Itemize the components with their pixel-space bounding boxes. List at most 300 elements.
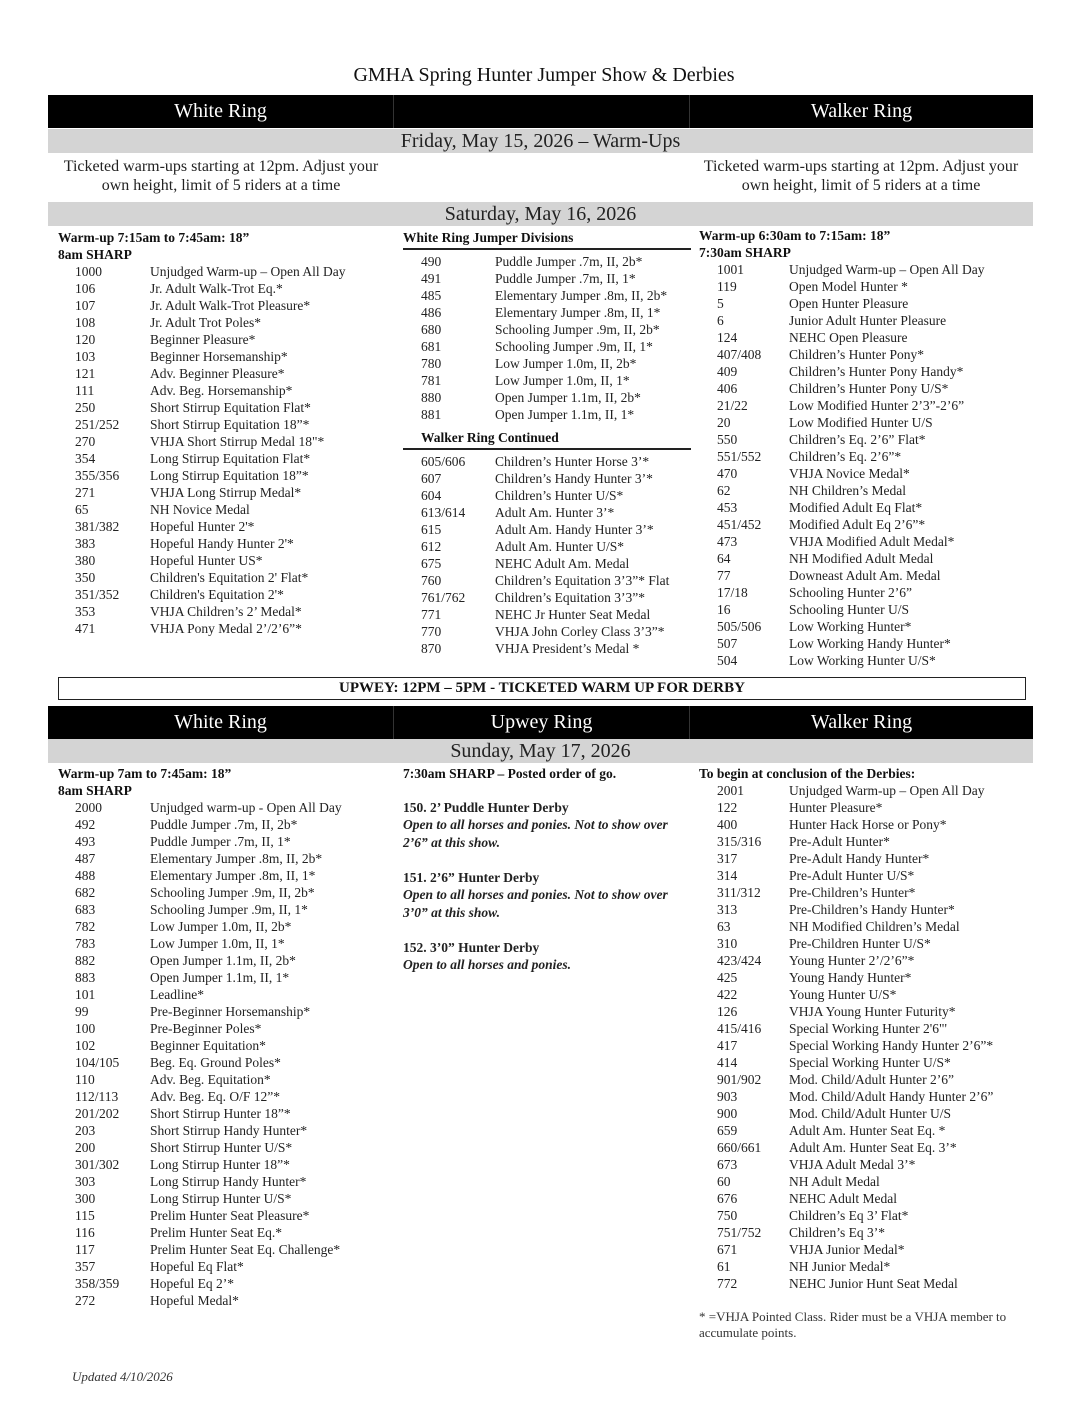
sunday-ring-header: [48, 706, 1033, 739]
class-row: [403, 606, 691, 623]
class-row: [58, 603, 388, 620]
updated-date: Updated 4/10/2026: [72, 1369, 173, 1384]
class-name: Low Jumper 1.0m, II, 1*: [150, 936, 285, 951]
class-row: [403, 321, 691, 338]
class-row: [699, 550, 1035, 567]
derby-item: [403, 799, 691, 852]
friday-ring-header: [48, 95, 1033, 128]
class-row: [58, 1003, 388, 1020]
class-number: 65: [75, 502, 89, 517]
class-number: 772: [717, 1276, 738, 1291]
class-row: [58, 850, 388, 867]
class-row: [58, 620, 388, 637]
class-row: [58, 501, 388, 518]
class-number: 383: [75, 536, 96, 551]
class-number: 407/408: [717, 347, 762, 362]
class-name: Unjudged warm-up - Open All Day: [150, 800, 342, 815]
class-number: 551/552: [717, 449, 762, 464]
class-name: Long Stirrup Handy Hunter*: [150, 1174, 307, 1189]
class-name: Beginner Pleasure*: [150, 332, 256, 347]
class-number: 488: [75, 868, 96, 883]
class-row: [699, 816, 1035, 833]
class-row: [58, 1156, 388, 1173]
class-row: [699, 516, 1035, 533]
class-row: [403, 355, 691, 372]
class-row: [58, 1122, 388, 1139]
class-name: NEHC Jr Hunter Seat Medal: [495, 607, 651, 622]
class-name: VHJA Long Stirrup Medal*: [150, 485, 302, 500]
class-name: VHJA John Corley Class 3’3”*: [495, 624, 665, 639]
class-name: Short Stirrup Equitation 18”*: [150, 417, 310, 432]
class-row: [58, 467, 388, 484]
class-row: [699, 1275, 1035, 1292]
class-name: Adult Am. Hunter Seat Eq. *: [789, 1123, 946, 1138]
class-row: [699, 635, 1035, 652]
class-name: Pre-Beginner Poles*: [150, 1021, 262, 1036]
class-row: [699, 867, 1035, 884]
class-number: 760: [421, 573, 442, 588]
class-number: 310: [717, 936, 738, 951]
class-number: 409: [717, 364, 738, 379]
class-name: Open Hunter Pleasure: [789, 296, 909, 311]
class-name: Low Modified Hunter U/S: [789, 415, 933, 430]
class-number: 20: [717, 415, 731, 430]
class-name: Young Handy Hunter*: [789, 970, 912, 985]
sunday-walker-ring-column: [699, 765, 1035, 1292]
class-number: 612: [421, 539, 442, 554]
class-number: 415/416: [717, 1021, 762, 1036]
class-row: [58, 1190, 388, 1207]
class-name: Open Jumper 1.1m, II, 1*: [495, 407, 635, 422]
class-row: [699, 986, 1035, 1003]
class-number: 101: [75, 987, 96, 1002]
class-name: Young Hunter U/S*: [789, 987, 897, 1002]
friday-walker-note: Ticketed warm-ups starting at 12pm. Adjust your own height, limit of 5 riders at a time: [703, 158, 1019, 194]
class-name: Open Jumper 1.1m, II, 1*: [150, 970, 290, 985]
class-row: [58, 399, 388, 416]
saturday-middle-column: [403, 229, 691, 657]
class-number: 486: [421, 305, 442, 320]
class-number: 604: [421, 488, 442, 503]
class-row: [403, 253, 691, 270]
class-row: [699, 1020, 1035, 1037]
class-row: [699, 935, 1035, 952]
class-name: NH Novice Medal: [150, 502, 250, 517]
class-name: VHJA Pony Medal 2’/2’6”*: [150, 621, 302, 636]
class-row: [58, 1241, 388, 1258]
class-number: 880: [421, 390, 442, 405]
saturday-walker-class-list: [699, 261, 1035, 669]
class-number: 473: [717, 534, 738, 549]
class-name: VHJA Young Hunter Futurity*: [789, 1004, 956, 1019]
class-number: 783: [75, 936, 96, 951]
class-number: 660/661: [717, 1140, 762, 1155]
class-number: 126: [717, 1004, 738, 1019]
class-number: 504: [717, 653, 738, 668]
class-row: [403, 555, 691, 572]
class-name: Beginner Equitation*: [150, 1038, 266, 1053]
saturday-white-warmup: Warm-up 7:15am to 7:45am: 18”: [58, 230, 250, 245]
class-row: [699, 1139, 1035, 1156]
derby-description: Open to all horses and ponies. Not to show over 3’0” at this show.: [403, 887, 668, 920]
saturday-date-bar: Saturday, May 16, 2026: [48, 202, 1033, 226]
class-row: [699, 295, 1035, 312]
ring-header-walker: Walker Ring: [810, 100, 913, 122]
class-number: 315/316: [717, 834, 762, 849]
class-name: Schooling Jumper .9m, II, 2b*: [150, 885, 315, 900]
class-row: [58, 1292, 388, 1309]
class-number: 671: [717, 1242, 738, 1257]
class-row: [58, 799, 388, 816]
class-number: 311/312: [717, 885, 761, 900]
class-number: 357: [75, 1259, 96, 1274]
class-row: [699, 601, 1035, 618]
class-row: [58, 1054, 388, 1071]
class-name: VHJA Adult Medal 3’*: [789, 1157, 916, 1172]
class-row: [58, 586, 388, 603]
class-number: 60: [717, 1174, 731, 1189]
class-number: 117: [75, 1242, 95, 1257]
class-row: [403, 406, 691, 423]
class-name: Children’s Eq 3’ Flat*: [789, 1208, 909, 1223]
class-number: 400: [717, 817, 738, 832]
class-number: 300: [75, 1191, 96, 1206]
class-name: Pre-Adult Handy Hunter*: [789, 851, 930, 866]
class-row: [58, 1088, 388, 1105]
class-name: Hopeful Eq Flat*: [150, 1259, 244, 1274]
ring-header-walker: Walker Ring: [810, 711, 913, 733]
class-number: 317: [717, 851, 738, 866]
class-number: 16: [717, 602, 731, 617]
class-name: Pre-Children Hunter U/S*: [789, 936, 931, 951]
class-name: Open Model Hunter *: [789, 279, 908, 294]
class-row: [403, 287, 691, 304]
class-name: Schooling Jumper .9m, II, 1*: [495, 339, 653, 354]
class-row: [403, 304, 691, 321]
class-number: 115: [75, 1208, 95, 1223]
class-row: [699, 261, 1035, 278]
class-number: 272: [75, 1293, 96, 1308]
class-row: [699, 901, 1035, 918]
class-name: Long Stirrup Equitation Flat*: [150, 451, 311, 466]
class-number: 63: [717, 919, 731, 934]
class-number: 103: [75, 349, 96, 364]
class-row: [58, 433, 388, 450]
class-name: VHJA Short Stirrup Medal 18"*: [150, 434, 325, 449]
class-name: Beg. Eq. Ground Poles*: [150, 1055, 281, 1070]
class-name: Elementary Jumper .8m, II, 1*: [150, 868, 316, 883]
class-number: 355/356: [75, 468, 120, 483]
class-number: 353: [75, 604, 96, 619]
class-row: [403, 538, 691, 555]
class-number: 111: [75, 383, 95, 398]
class-name: Adult Am. Hunter U/S*: [495, 539, 625, 554]
class-name: Children’s Eq. 2’6”*: [789, 449, 902, 464]
class-row: [403, 487, 691, 504]
class-row: [699, 499, 1035, 516]
class-row: [58, 1275, 388, 1292]
class-row: [699, 652, 1035, 669]
class-name: Children’s Hunter Horse 3’*: [495, 454, 650, 469]
jumper-divisions-header: White Ring Jumper Divisions: [403, 229, 691, 250]
document-title: GMHA Spring Hunter Jumper Show & Derbies: [353, 64, 735, 86]
derby-title: 150. 2’ Puddle Hunter Derby: [403, 800, 569, 815]
class-number: 303: [75, 1174, 96, 1189]
class-row: [403, 470, 691, 487]
class-number: 2001: [717, 783, 744, 798]
class-row: [58, 484, 388, 501]
class-name: Puddle Jumper .7m, II, 2b*: [150, 817, 298, 832]
class-row: [403, 270, 691, 287]
class-number: 780: [421, 356, 442, 371]
class-name: Children's Equitation 2'*: [150, 587, 284, 602]
class-number: 61: [717, 1259, 731, 1274]
class-number: 64: [717, 551, 731, 566]
class-name: Children’s Hunter Pony U/S*: [789, 381, 949, 396]
class-row: [699, 884, 1035, 901]
saturday-walker-start: 7:30am SHARP: [699, 245, 791, 260]
class-number: 119: [717, 279, 737, 294]
class-name: Puddle Jumper .7m, II, 1*: [495, 271, 636, 286]
class-name: Children’s Hunter Pony Handy*: [789, 364, 964, 379]
class-number: 108: [75, 315, 96, 330]
class-name: Adv. Beg. Eq. O/F 12”*: [150, 1089, 280, 1104]
class-row: [58, 348, 388, 365]
class-number: 270: [75, 434, 96, 449]
class-row: [699, 584, 1035, 601]
ring-header-upwey: Upwey Ring: [394, 706, 690, 739]
class-row: [699, 1224, 1035, 1241]
class-number: 1001: [717, 262, 744, 277]
class-name: Adult Am. Hunter Seat Eq. 3’*: [789, 1140, 957, 1155]
class-row: [58, 569, 388, 586]
class-number: 492: [75, 817, 96, 832]
class-row: [699, 1122, 1035, 1139]
class-row: [699, 278, 1035, 295]
class-row: [699, 482, 1035, 499]
sunday-upwey-ring-column: [403, 765, 691, 991]
class-row: [58, 901, 388, 918]
class-number: 676: [717, 1191, 738, 1206]
class-name: NEHC Adult Am. Medal: [495, 556, 630, 571]
class-name: Unjudged Warm-up – Open All Day: [150, 264, 346, 279]
class-row: [58, 263, 388, 280]
class-name: Low Modified Hunter 2’3”-2’6”: [789, 398, 965, 413]
class-name: Children’s Eq 3’*: [789, 1225, 885, 1240]
class-row: [699, 1037, 1035, 1054]
upwey-start-time: 7:30am SHARP – Posted order of go.: [403, 766, 617, 781]
class-number: 381/382: [75, 519, 120, 534]
class-row: [699, 329, 1035, 346]
class-row: [699, 782, 1035, 799]
class-row: [699, 465, 1035, 482]
sunday-white-class-list: [58, 799, 388, 1309]
class-row: [58, 969, 388, 986]
derby-item: [403, 869, 691, 922]
class-number: 350: [75, 570, 96, 585]
class-name: Hopeful Handy Hunter 2'*: [150, 536, 294, 551]
class-name: Pre-Beginner Horsemanship*: [150, 1004, 311, 1019]
class-name: Junior Adult Hunter Pleasure: [789, 313, 947, 328]
class-row: [58, 816, 388, 833]
class-number: 901/902: [717, 1072, 762, 1087]
class-row: [699, 448, 1035, 465]
derby-item: [403, 939, 691, 974]
class-name: Young Hunter 2’/2’6”*: [789, 953, 915, 968]
class-number: 425: [717, 970, 738, 985]
class-number: 422: [717, 987, 738, 1002]
class-name: Adv. Beg. Horsemanship*: [150, 383, 293, 398]
class-row: [58, 365, 388, 382]
class-number: 380: [75, 553, 96, 568]
walker-continued-class-list: [403, 453, 691, 657]
class-number: 682: [75, 885, 96, 900]
class-name: Pre-Children’s Hunter*: [789, 885, 916, 900]
class-number: 201/202: [75, 1106, 120, 1121]
class-name: Pre-Adult Hunter U/S*: [789, 868, 915, 883]
class-number: 605/606: [421, 454, 466, 469]
class-number: 673: [717, 1157, 738, 1172]
class-number: 102: [75, 1038, 96, 1053]
class-row: [699, 533, 1035, 550]
class-name: Jr. Adult Walk-Trot Eq.*: [150, 281, 283, 296]
class-number: 121: [75, 366, 96, 381]
class-row: [699, 431, 1035, 448]
class-name: NEHC Open Pleasure: [789, 330, 908, 345]
class-number: 104/105: [75, 1055, 120, 1070]
class-number: 21/22: [717, 398, 748, 413]
class-name: Long Stirrup Equitation 18”*: [150, 468, 309, 483]
class-number: 124: [717, 330, 738, 345]
saturday-white-start: 8am SHARP: [58, 247, 132, 262]
class-row: [58, 1224, 388, 1241]
saturday-walker-warmup: Warm-up 6:30am to 7:15am: 18”: [699, 228, 891, 243]
class-name: Prelim Hunter Seat Pleasure*: [150, 1208, 310, 1223]
class-row: [403, 521, 691, 538]
derby-description: Open to all horses and ponies. Not to show over 2’6” at this show.: [403, 817, 668, 850]
class-number: 414: [717, 1055, 738, 1070]
class-number: 770: [421, 624, 442, 639]
class-number: 417: [717, 1038, 738, 1053]
class-name: Short Stirrup Handy Hunter*: [150, 1123, 308, 1138]
class-name: Pre-Adult Hunter*: [789, 834, 890, 849]
friday-date-bar: Friday, May 15, 2026 – Warm-Ups: [48, 129, 1033, 153]
class-name: Children’s Handy Hunter 3’*: [495, 471, 653, 486]
class-row: [58, 867, 388, 884]
class-number: 883: [75, 970, 96, 985]
class-name: Mod. Child/Adult Hunter U/S: [789, 1106, 952, 1121]
class-row: [58, 1037, 388, 1054]
ring-header-blank: [394, 95, 690, 128]
class-row: [58, 833, 388, 850]
class-name: Adult Am. Hunter 3’*: [495, 505, 615, 520]
class-name: Beginner Horsemanship*: [150, 349, 288, 364]
class-row: [699, 567, 1035, 584]
class-number: 5: [717, 296, 724, 311]
class-number: 751/752: [717, 1225, 762, 1240]
class-number: 358/359: [75, 1276, 120, 1291]
class-number: 550: [717, 432, 738, 447]
class-name: Adult Am. Handy Hunter 3’*: [495, 522, 654, 537]
class-name: Elementary Jumper .8m, II, 1*: [495, 305, 661, 320]
class-row: [58, 297, 388, 314]
class-name: Prelim Hunter Seat Eq.*: [150, 1225, 282, 1240]
friday-white-note: Ticketed warm-ups starting at 12pm. Adjust your own height, limit of 5 riders at a time: [63, 158, 379, 194]
class-row: [699, 618, 1035, 635]
class-number: 100: [75, 1021, 96, 1036]
upwey-warmup-banner: UPWEY: 12PM – 5PM - TICKETED WARM UP FOR DERBY: [58, 677, 1026, 700]
class-number: 491: [421, 271, 442, 286]
class-name: Elementary Jumper .8m, II, 2b*: [150, 851, 323, 866]
class-name: Special Working Handy Hunter 2’6”*: [789, 1038, 994, 1053]
class-number: 112/113: [75, 1089, 119, 1104]
class-name: VHJA President’s Medal *: [495, 641, 640, 656]
class-name: Schooling Hunter U/S: [789, 602, 909, 617]
class-row: [699, 1156, 1035, 1173]
class-number: 99: [75, 1004, 89, 1019]
class-name: Hopeful Hunter US*: [150, 553, 263, 568]
class-number: 487: [75, 851, 96, 866]
class-name: Schooling Jumper .9m, II, 2b*: [495, 322, 660, 337]
class-name: Long Stirrup Hunter U/S*: [150, 1191, 292, 1206]
class-row: [699, 1241, 1035, 1258]
class-row: [699, 346, 1035, 363]
class-number: 782: [75, 919, 96, 934]
saturday-walker-ring-column: [699, 227, 1035, 669]
class-row: [699, 1207, 1035, 1224]
class-row: [403, 453, 691, 470]
class-name: Children’s Equitation 3’3”* Flat: [495, 573, 670, 588]
class-row: [403, 640, 691, 657]
class-number: 406: [717, 381, 738, 396]
class-name: Children’s Hunter U/S*: [495, 488, 624, 503]
class-number: 314: [717, 868, 738, 883]
class-row: [58, 552, 388, 569]
class-name: Hopeful Hunter 2'*: [150, 519, 255, 534]
class-name: Hunter Pleasure*: [789, 800, 883, 815]
class-number: 607: [421, 471, 442, 486]
class-number: 485: [421, 288, 442, 303]
class-row: [699, 1190, 1035, 1207]
class-number: 900: [717, 1106, 738, 1121]
class-number: 490: [421, 254, 442, 269]
class-number: 451/452: [717, 517, 762, 532]
class-number: 116: [75, 1225, 95, 1240]
class-number: 62: [717, 483, 731, 498]
class-name: Mod. Child/Adult Hunter 2’6”: [789, 1072, 954, 1087]
class-row: [699, 397, 1035, 414]
class-row: [58, 935, 388, 952]
class-name: Open Jumper 1.1m, II, 2b*: [495, 390, 641, 405]
class-number: 106: [75, 281, 96, 296]
class-row: [699, 1173, 1035, 1190]
class-name: Mod. Child/Adult Handy Hunter 2’6”: [789, 1089, 994, 1104]
class-name: Elementary Jumper .8m, II, 2b*: [495, 288, 668, 303]
class-row: [699, 833, 1035, 850]
pointed-class-footnote: * =VHJA Pointed Class. Rider must be a VHJA member to accumulate points.: [699, 1309, 1007, 1340]
walker-continued-header: Walker Ring Continued: [403, 429, 691, 450]
class-number: 881: [421, 407, 442, 422]
class-name: Adv. Beginner Pleasure*: [150, 366, 285, 381]
class-number: 870: [421, 641, 442, 656]
class-name: NEHC Junior Hunt Seat Medal: [789, 1276, 958, 1291]
class-number: 200: [75, 1140, 96, 1155]
class-name: Low Working Hunter*: [789, 619, 912, 634]
saturday-white-ring-column: [58, 229, 388, 637]
class-number: 681: [421, 339, 442, 354]
class-row: [699, 1071, 1035, 1088]
class-name: Low Working Hunter U/S*: [789, 653, 936, 668]
